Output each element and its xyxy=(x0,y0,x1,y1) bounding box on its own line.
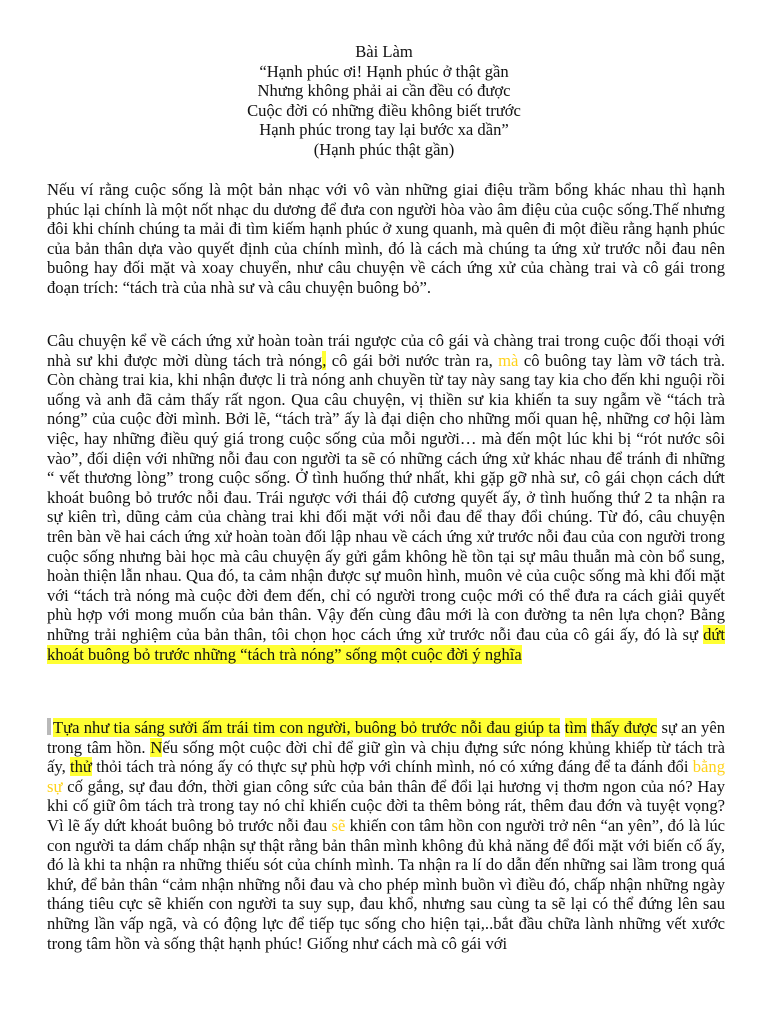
essay-header xyxy=(0,42,768,160)
text-run: ếu sống một cuộc đời chỉ để giữ gìn và chịu đựng sức nóng khủng khiếp từ tách trà ấy, xyxy=(47,737,725,777)
poem-line-4: Hạnh phúc trong tay lại bước xa dần” xyxy=(259,120,509,140)
highlighted-text: sẽ xyxy=(331,815,346,835)
poem-line-2: Nhưng không phải ai cần đều có được xyxy=(257,81,511,101)
highlighted-text: thấy được xyxy=(590,718,658,737)
paragraph-story xyxy=(47,331,725,664)
highlighted-text: , xyxy=(322,350,327,370)
highlighted-text: bằng sự xyxy=(47,757,725,796)
text-run: cô gái bởi nước tràn ra, xyxy=(326,350,499,370)
text-run xyxy=(560,718,564,737)
poem-line-1: “Hạnh phúc ơi! Hạnh phúc ở thật gần xyxy=(259,61,509,81)
text-run: thỏi tách trà nóng ấy có thực sự phù hợp với chính mình, nó có xứng đáng để ta đánh đổi xyxy=(91,757,693,777)
highlighted-text: Tựa như tia sáng sưởi ấm trái tim con người, buông bỏ trước nỗi đau giúp ta xyxy=(53,718,561,737)
text-run: sự an yên trong tâm hồn. xyxy=(47,718,726,757)
paragraph-intro: Nếu ví rằng cuộc sống là một bản nhạc với vô vàn những giai điệu trầm bổng khác nhau thì hạnh phúc lại chính là một nốt nhạc du dương để đưa con người hòa vào âm điệu của cuộc sống.Thế nhưng đôi khi chính chúng ta mải đi tìm kiếm hạnh phúc ở xung quanh, mà quên đi một điều rằng hạnh phúc của bản thân dựa vào quyết định của chính mình, đó là cách mà chúng ta ứng xử trước nỗi đau nên buông hay đối mặt và xoay chuyển, như câu chuyện về cách ứng xử của chàng trai và cô gái trong đoạn trích: “tách trà của nhà sư và câu chuyện buông bỏ”. xyxy=(47,180,725,297)
poem-line-3: Cuộc đời có những điều không biết trước xyxy=(247,100,521,120)
paragraph-marker xyxy=(47,718,51,735)
poem-source: (Hạnh phúc thật gần) xyxy=(313,139,455,159)
text-run: cố gắng, sự đau đớn, thời gian công sức của bản thân để đổi lại hương vị thơm ngon của nó? Hay khi cố giữ ôm tách trà trong tay nó chỉ khiến cuộc đời ta thêm bỏng rát, thêm đau đớn và tuyệt vọng? Vì lẽ ấy dứt khoát buông bỏ trước nỗi đau xyxy=(47,776,725,835)
highlighted-text: tìm xyxy=(564,718,587,737)
text-run: cô buông tay làm vỡ tách trà. Còn chàng trai kia, khi nhận được li trà nóng anh chuyền từ tay này sang tay kia cho đến khi nguội rồi uống và anh đã cảm thấy rất ngon. Qua câu chuyện, vị thiền sư kia khiến ta suy ngẫm về “tách trà nóng” của cuộc đời mình. Bởi lẽ, “tách trà” ấy là đại diện cho những mối quan hệ, những cơ hội làm việc, hay những điều quý giá trong cuộc sống của mỗi người… mà đến một lúc khi bị “rót nước sôi vào”, đối diện với những nỗi đau con người ta sẽ có những cách ứng xử khác nhau để tránh đi những “ vết thương lòng” trong cuộc sống. Ở tình huống thứ nhất, khi gặp gỡ nhà sư, cô gái chọn cách dứt khoát buông bỏ trước nỗi đau. Trái ngược với thái độ cương quyết ấy, ở tình huống thứ 2 ta nhận ra sự kiên trì, dũng cảm của chàng trai khi đối mặt với nỗi đau để thay đổi chúng. Từ đó, câu chuyện trên bàn về hai cách ứng xử hoàn toàn đối lập nhau về cách ứng xử trước nỗi đau của con người trong cuộc sống nhưng bài học mà câu chuyện ấy gửi gắm không hề tồn tại sự mâu thuẫn mà còn bổ sung, hoàn thiện lẫn nhau. Qua đó, ta cảm nhận được sự muôn hình, muôn vẻ của cuộc sống mà khi đối mặt với “tách trà nóng mà cuộc đời đem đến, chỉ có người trong cuộc mới có thể đưa ra cách giải quyết phù hợp với mong muốn của bản thân. Vậy đến cùng đâu mới là con đường ta nên lựa chọn? Bằng những trải nghiệm của bản thân, tôi chọn học cách ứng xử trước nỗi đau của cô gái ấy, đó là sự xyxy=(47,350,725,644)
highlighted-text: N xyxy=(150,737,163,757)
highlighted-text: thử xyxy=(70,757,92,777)
highlighted-text: mà xyxy=(498,350,519,370)
highlighted-text: dứt khoát buông bỏ trước những “tách trà nóng” sống một cuộc đời ý nghĩa xyxy=(47,624,725,664)
text-run: Câu chuyện kể về cách ứng xử hoàn toàn trái ngược của cô gái và chàng trai trong cuộc đối thoại với nhà sư khi được mời dùng tách trà nóng xyxy=(47,331,725,370)
paragraph-argument xyxy=(47,718,725,953)
essay-title: Bài Làm xyxy=(355,42,413,61)
text-run: khiến con tâm hồn con người trở nên “an yên”, đó là lúc con người ta dám chấp nhận sự thật rằng bản thân mình không đủ khả năng để đối mặt với biến cố ấy, đó là khi ta nhận ra những thiếu sót của chính mình. Ta nhận ra lí do dẫn đến những sai lầm trong quá khứ, để bản thân “cảm nhận những nỗi đau và cho phép mình buồn vì điều đó, chấp nhận những ngày tháng tiêu cực sẽ khiến con người ta suy sụp, đau khổ, nhưng sau cùng ta sẽ lại có thể đứng lên sau những lần vấp ngã, và có động lực để tiếp tục sống cho hiện tại,..bắt đầu chữa lành những vết xước trong tâm hồn và sống thật hạnh phúc! Giống như cách mà cô gái với xyxy=(47,815,725,953)
